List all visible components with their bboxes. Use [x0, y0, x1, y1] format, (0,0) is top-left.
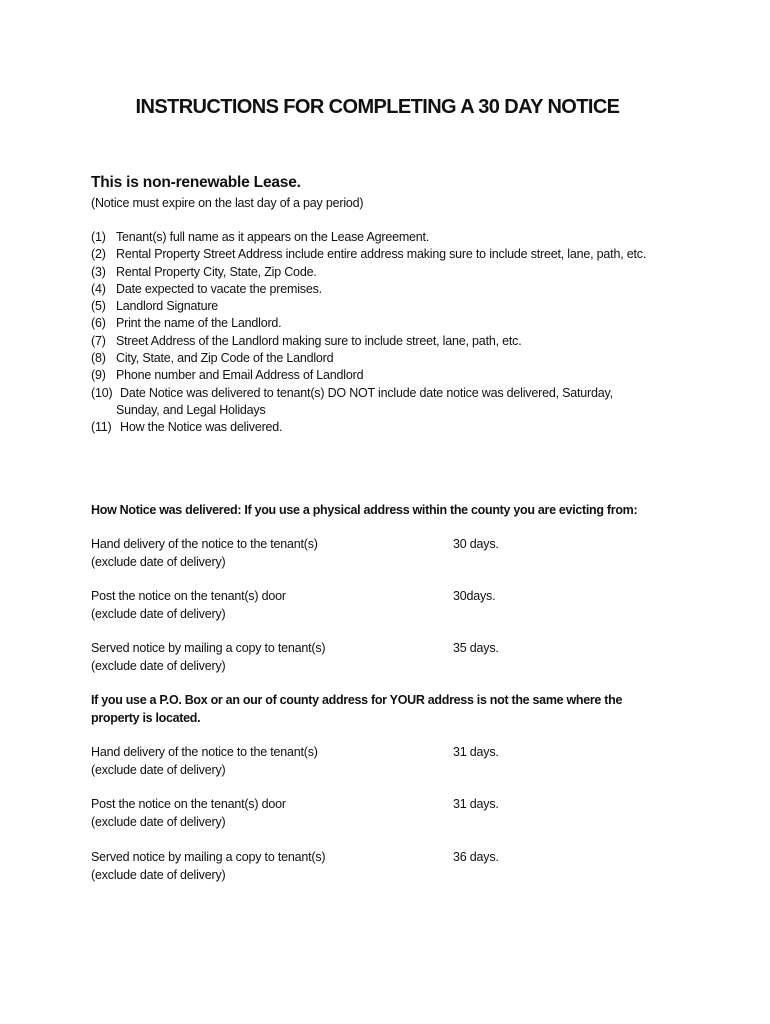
item-number: (8) — [91, 351, 106, 366]
item-number: (10) — [91, 385, 113, 400]
page-title: INSTRUCTIONS FOR COMPLETING A 30 DAY NOTICE — [135, 96, 620, 118]
expiry-note: (Notice must expire on the last day of a pay period) — [91, 196, 364, 210]
delivery-days: 31 days. — [453, 745, 499, 759]
list-item — [91, 315, 711, 332]
item-number: (5) — [91, 299, 106, 314]
delivery-days: 35 days. — [453, 641, 499, 655]
delivery-method: Post the notice on the tenant(s) door — [91, 589, 286, 603]
item-text: Rental Property City, State, Zip Code. — [116, 264, 317, 279]
delivery-method: Hand delivery of the notice to the tenant(s) — [91, 537, 318, 551]
delivery-method: Served notice by mailing a copy to tenant(s) — [91, 641, 326, 655]
item-number: (2) — [91, 247, 106, 262]
delivery-method: Served notice by mailing a copy to tenant(s) — [91, 850, 326, 864]
out-of-county-heading: If you use a P.O. Box or an our of county address for YOUR address is not the same where the property is located. — [91, 693, 623, 725]
delivery-method: Post the notice on the tenant(s) door — [91, 797, 286, 811]
delivery-days: 31 days. — [453, 797, 499, 811]
delivery-exclusion: (exclude date of delivery) — [91, 867, 226, 882]
in-county-heading: How Notice was delivered: If you use a physical address within the county you are evicting from: — [91, 503, 638, 517]
list-item — [91, 246, 711, 263]
instruction-list — [91, 229, 711, 437]
delivery-days: 30 days. — [453, 537, 499, 551]
list-item — [91, 385, 711, 420]
item-text: Print the name of the Landlord. — [116, 316, 282, 331]
delivery-row — [91, 536, 651, 571]
item-text-continuation: Sunday, and Legal Holidays — [116, 402, 266, 417]
delivery-method: Hand delivery of the notice to the tenant(s) — [91, 745, 318, 759]
item-text: Street Address of the Landlord making sure to include street, lane, path, etc. — [116, 333, 522, 348]
item-number: (3) — [91, 264, 106, 279]
lease-type-heading: This is non-renewable Lease. — [91, 174, 301, 191]
delivery-exclusion: (exclude date of delivery) — [91, 658, 226, 673]
list-item — [91, 367, 711, 384]
list-item — [91, 264, 711, 281]
delivery-exclusion: (exclude date of delivery) — [91, 606, 226, 621]
item-number: (1) — [91, 230, 106, 244]
delivery-row — [91, 744, 651, 779]
item-text: Date expected to vacate the premises. — [116, 281, 322, 296]
list-item — [91, 333, 711, 350]
item-number: (4) — [91, 281, 106, 296]
delivery-days: 36 days. — [453, 850, 499, 864]
item-text: Landlord Signature — [116, 299, 219, 314]
list-item — [91, 229, 711, 246]
delivery-row — [91, 796, 651, 831]
delivery-exclusion: (exclude date of delivery) — [91, 762, 226, 777]
item-text: Date Notice was delivered to tenant(s) DO NOT include date notice was delivered, Saturday, — [120, 385, 613, 400]
list-item — [91, 350, 711, 367]
list-item — [91, 281, 711, 298]
item-text: Rental Property Street Address include entire address making sure to include street, lane, path, etc. — [116, 247, 647, 262]
item-number: (7) — [91, 333, 106, 348]
item-text: How the Notice was delivered. — [120, 420, 283, 435]
delivery-exclusion: (exclude date of delivery) — [91, 814, 226, 829]
list-item — [91, 298, 711, 315]
item-number: (6) — [91, 316, 106, 331]
list-item — [91, 419, 711, 436]
item-text: City, State, and Zip Code of the Landlord — [116, 351, 334, 366]
item-number: (9) — [91, 368, 106, 383]
item-text: Tenant(s) full name as it appears on the Lease Agreement. — [116, 230, 430, 244]
delivery-row — [91, 849, 651, 884]
delivery-row — [91, 640, 651, 675]
delivery-exclusion: (exclude date of delivery) — [91, 554, 226, 569]
item-text: Phone number and Email Address of Landlord — [116, 368, 364, 383]
delivery-days: 30days. — [453, 589, 496, 603]
item-number: (11) — [91, 420, 112, 435]
delivery-row — [91, 588, 651, 623]
